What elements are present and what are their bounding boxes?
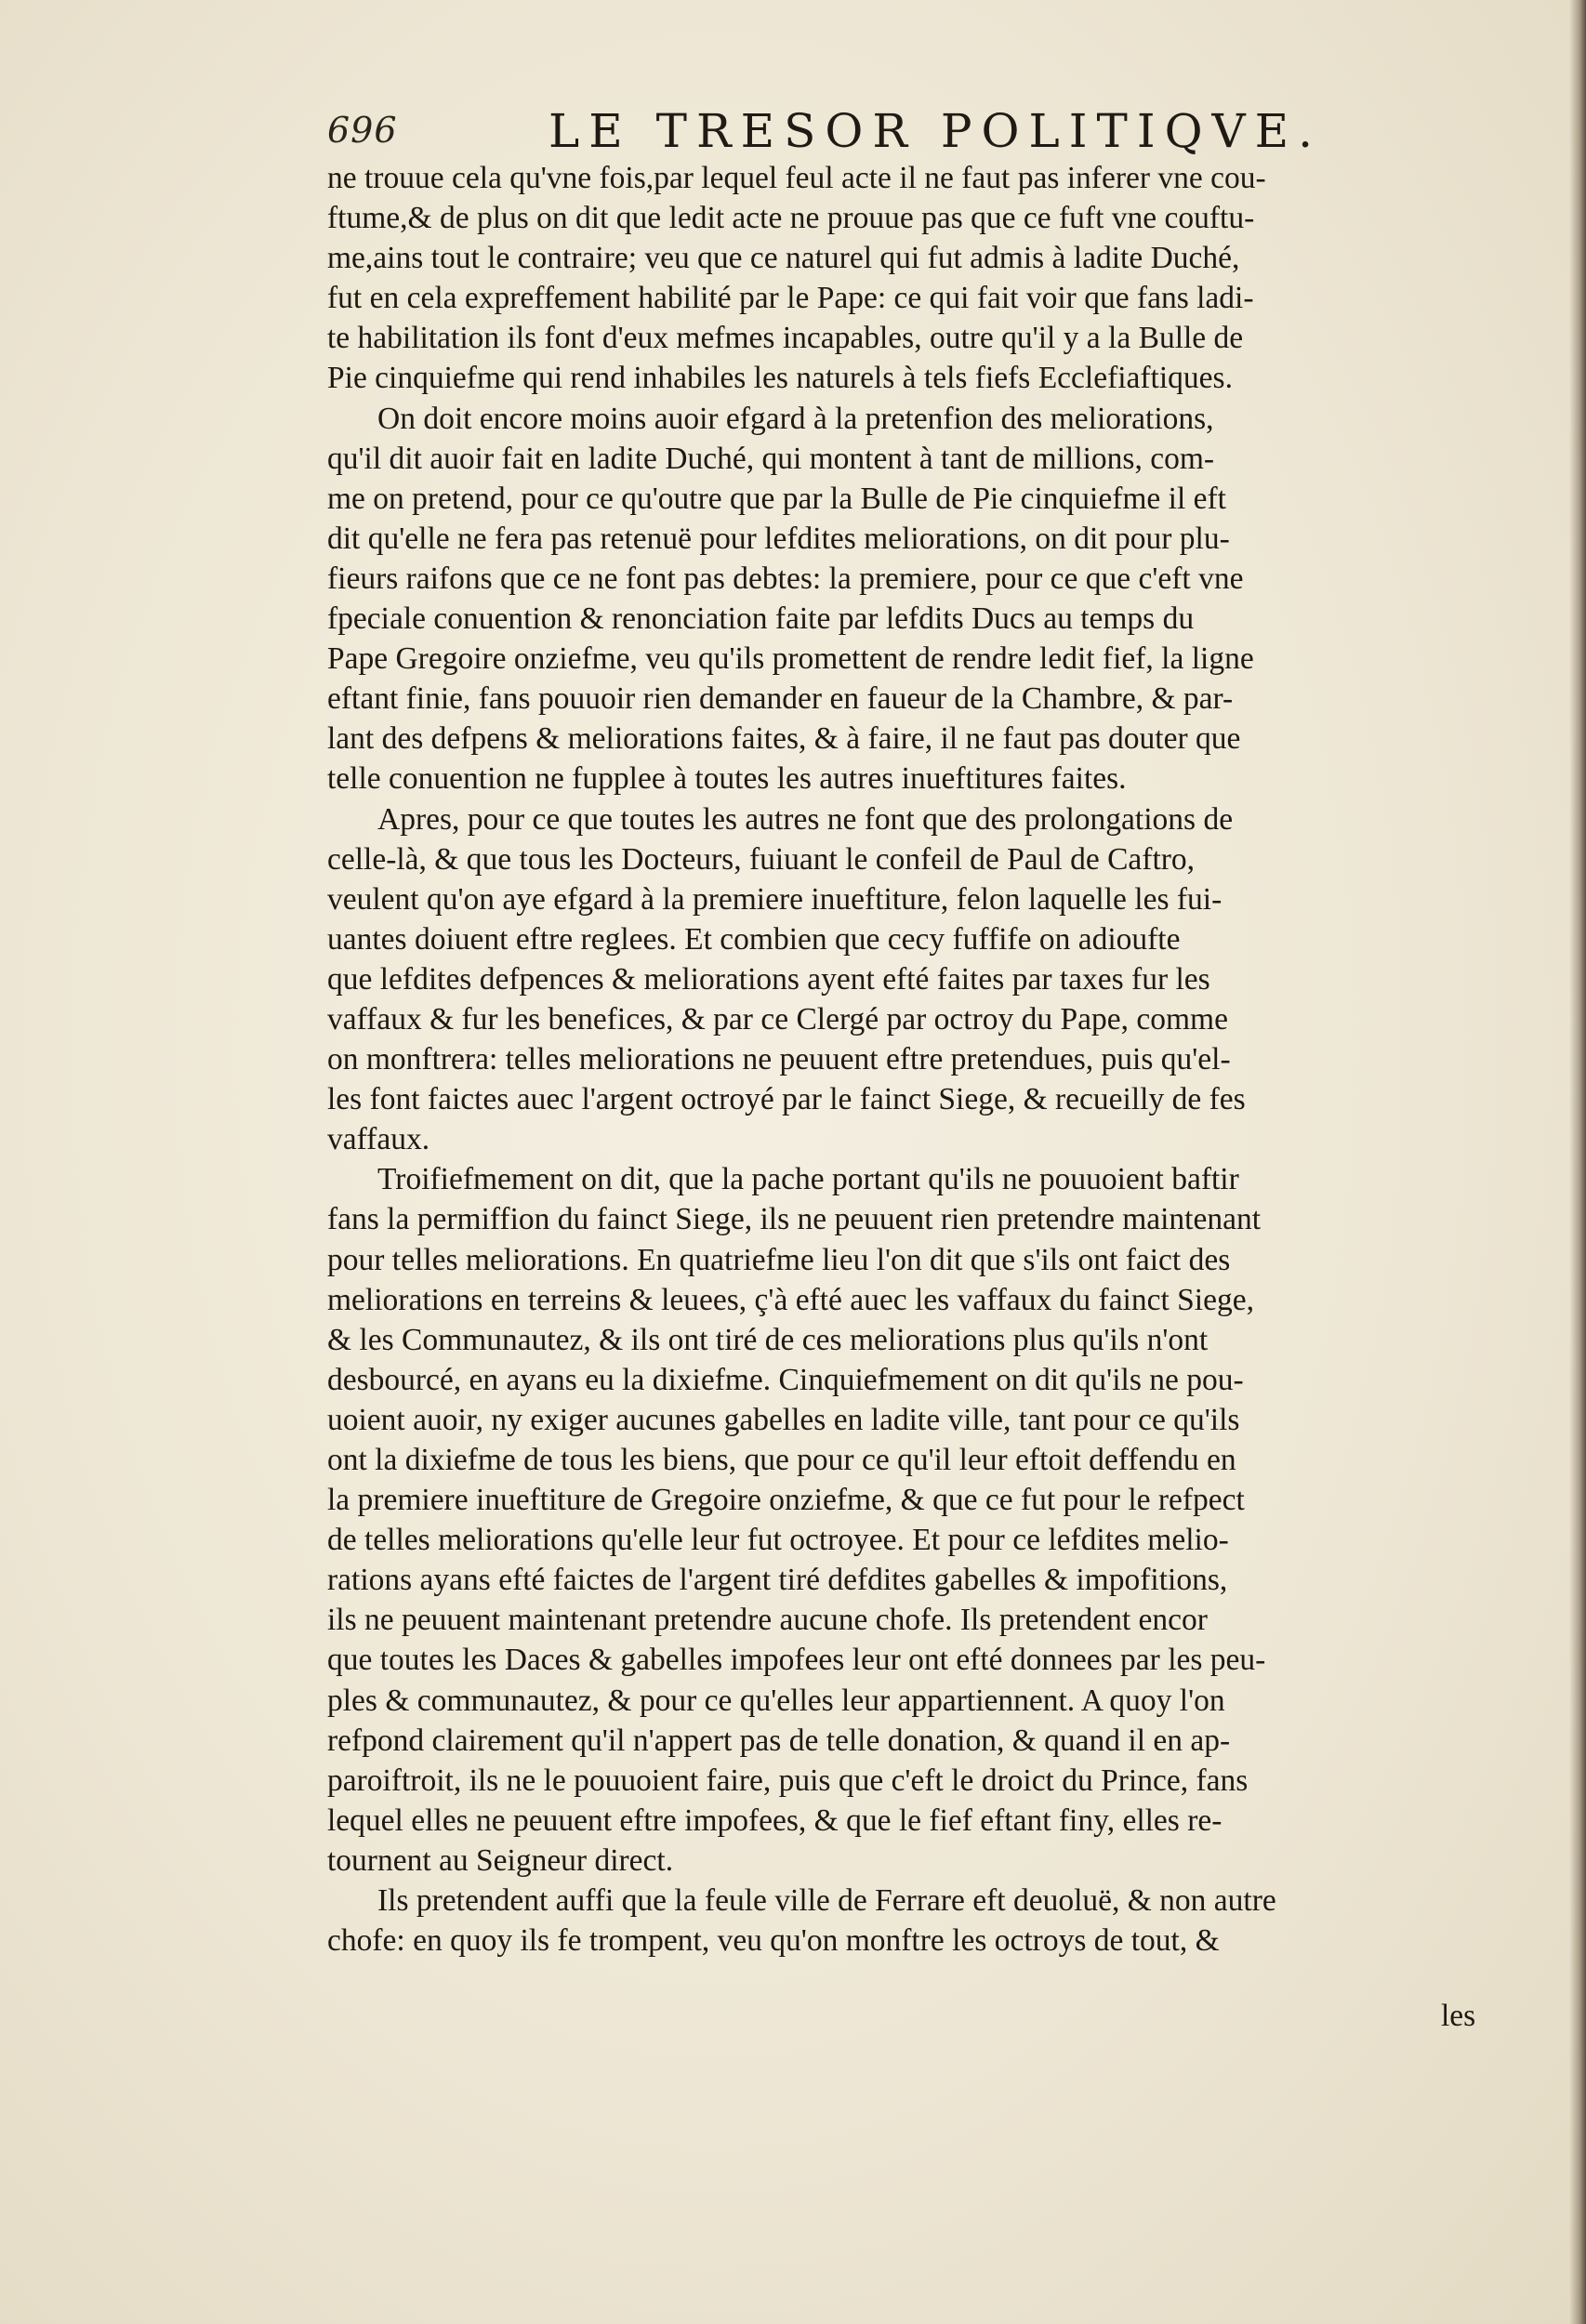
text-line: meliorations en terreins & leuees, ç'à efté auec les vaffaux du fainct Siege, xyxy=(327,1282,1254,1317)
text-line: me,ains tout le contraire; veu que ce naturel qui fut admis à ladite Duché, xyxy=(327,241,1240,276)
text-line: me on pretend, pour ce qu'outre que par la Bulle de Pie cinquiefme il eft xyxy=(327,481,1226,516)
text-line: eftant finie, fans pouuoir rien demander en faueur de la Chambre, & par- xyxy=(327,681,1234,717)
text-line: dit qu'elle ne fera pas retenuë pour lefdites meliorations, on dit pour plu- xyxy=(327,521,1230,556)
text-line: refpond clairement qu'il n'appert pas de telle donation, & quand il en ap- xyxy=(327,1723,1231,1758)
text-line: paroiftroit, ils ne le pouuoient faire, puis que c'eft le droict du Prince, fans xyxy=(327,1763,1249,1798)
text-line: Ils pretendent auffi que la feule ville de Ferrare eft deuoluë, & non autre xyxy=(377,1883,1276,1919)
text-line: veulent qu'on aye efgard à la premiere inueftiture, felon laquelle les fui- xyxy=(327,881,1223,917)
text-line: telle conuention ne fupplee à toutes les autres inueftitures faites. xyxy=(327,761,1127,797)
spine-shadow xyxy=(1569,0,1586,2324)
text-line: ils ne peuuent maintenant pretendre aucune chofe. Ils pretendent encor xyxy=(327,1603,1208,1638)
text-line: que lefdites defpences & meliorations ayent efté faites par taxes fur les xyxy=(327,961,1210,997)
text-line: vaffaux. xyxy=(327,1122,430,1157)
text-line: fans la permiffion du fainct Siege, ils ne peuuent rien pretendre maintenant xyxy=(327,1202,1262,1237)
page-number: 696 xyxy=(327,110,398,151)
body-text xyxy=(327,158,1508,1961)
running-title: LE TRESOR POLITIQVE. xyxy=(548,104,1323,158)
text-line: ftume,& de plus on dit que ledit acte ne prouue pas que ce fuft vne couftu- xyxy=(327,201,1255,236)
catchword: les xyxy=(1441,1999,1476,2033)
text-line: ples & communautez, & pour ce qu'elles leur appartiennent. A quoy l'on xyxy=(327,1683,1225,1718)
text-line: fieurs raifons que ce ne font pas debtes: la premiere, pour ce que c'eft vne xyxy=(327,561,1244,596)
text-line: On doit encore moins auoir efgard à la pretenfion des meliorations, xyxy=(377,401,1214,436)
text-line: te habilitation ils font d'eux mefmes incapables, outre qu'il y a la Bulle de xyxy=(327,321,1244,356)
text-line: vaffaux & fur les benefices, & par ce Clergé par octroy du Pape, comme xyxy=(327,1001,1228,1037)
text-line: qu'il dit auoir fait en ladite Duché, qui montent à tant de millions, com- xyxy=(327,441,1215,476)
text-line: lequel elles ne peuuent eftre impofees, & que le fief eftant finy, elles re- xyxy=(327,1802,1223,1838)
text-line: Pape Gregoire onziefme, veu qu'ils promettent de rendre ledit fief, la ligne xyxy=(327,641,1254,677)
text-line: Troifiefmement on dit, que la pache portant qu'ils ne pouuoient baftir xyxy=(377,1162,1239,1197)
text-line: & les Communautez, & ils ont tiré de ces meliorations plus qu'ils n'ont xyxy=(327,1322,1209,1357)
text-line: que toutes les Daces & gabelles impofees leur ont efté donnees par les peu- xyxy=(327,1643,1266,1678)
text-line: fpeciale conuention & renonciation faite par lefdits Ducs au temps du xyxy=(327,601,1195,637)
text-line: uoient auoir, ny exiger aucunes gabelles en ladite ville, tant pour ce qu'ils xyxy=(327,1402,1240,1437)
text-line: pour telles meliorations. En quatriefme lieu l'on dit que s'ils ont faict des xyxy=(327,1242,1231,1277)
text-line: lant des defpens & meliorations faites, & à faire, il ne faut pas douter que xyxy=(327,721,1241,757)
text-line: chofe: en quoy ils fe trompent, veu qu'on monftre les octroys de tout, & xyxy=(327,1923,1220,1959)
text-line: tournent au Seigneur direct. xyxy=(327,1842,674,1878)
text-line: rations ayans efté faictes de l'argent tiré defdites gabelles & impofitions, xyxy=(327,1563,1228,1598)
text-line: fut en cela expreffement habilité par le Pape: ce qui fait voir que fans ladi- xyxy=(327,281,1254,316)
text-line: les font faictes auec l'argent octroyé par le fainct Siege, & recueilly de fes xyxy=(327,1082,1246,1117)
text-line: desbourcé, en ayans eu la dixiefme. Cinquiefmement on dit qu'ils ne pou- xyxy=(327,1362,1244,1397)
text-line: ne trouue cela qu'vne fois,par lequel feul acte il ne faut pas inferer vne cou- xyxy=(327,161,1266,195)
text-line: de telles meliorations qu'elle leur fut octroyee. Et pour ce lefdites melio- xyxy=(327,1523,1229,1558)
text-line: Pie cinquiefme qui rend inhabiles les naturels à tels fiefs Ecclefiaftiques. xyxy=(327,361,1233,396)
text-line: la premiere inueftiture de Gregoire onziefme, & que ce fut pour le refpect xyxy=(327,1483,1245,1518)
text-line: ont la dixiefme de tous les biens, que pour ce qu'il leur eftoit deffendu en xyxy=(327,1443,1236,1477)
text-line: uantes doiuent eftre reglees. Et combien que cecy fuffife on adioufte xyxy=(327,921,1181,957)
text-line: Apres, pour ce que toutes les autres ne font que des prolongations de xyxy=(377,801,1234,837)
text-line: celle-là, & que tous les Docteurs, fuiuant le confeil de Paul de Caftro, xyxy=(327,841,1196,877)
text-line: on monftrera: telles meliorations ne peuuent eftre pretendues, puis qu'el- xyxy=(327,1042,1231,1077)
